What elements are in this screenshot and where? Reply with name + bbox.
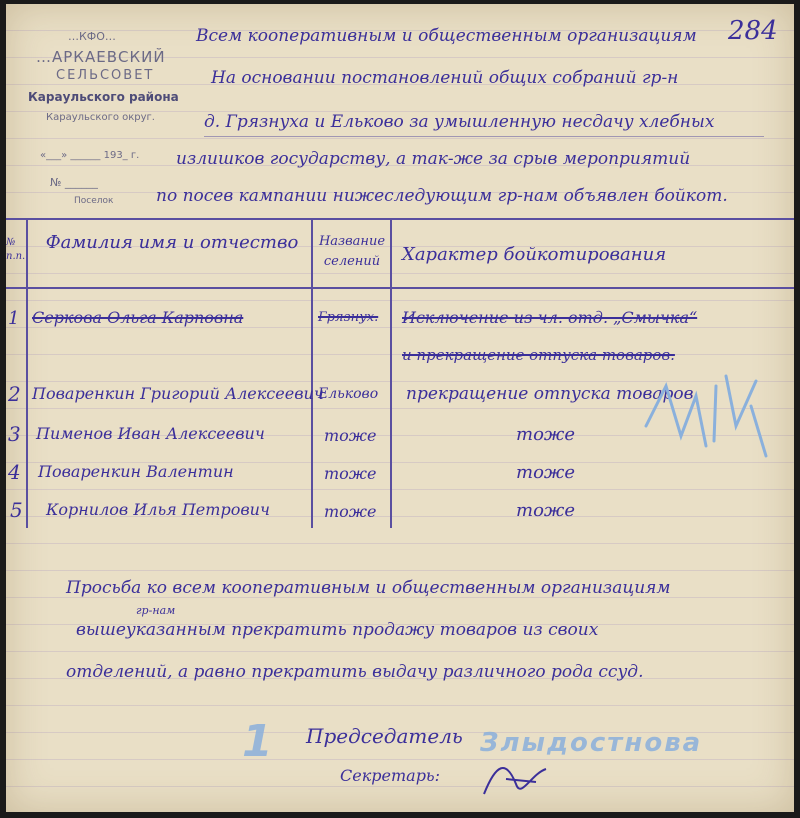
stamp-line-4: Караульского района [28,90,179,104]
row-5-village: тоже [324,502,377,521]
header-line-2: На основании постановлений общих собраний гр-н [211,68,679,88]
chair-label: Председатель [306,724,463,748]
row-5-character: тоже [516,500,576,521]
row-4-num: 4 [8,460,21,484]
row-2-character: прекращение отпуска товаров [406,384,694,404]
header-village: Название селений [318,234,386,269]
header-num: № п.п. [6,237,26,262]
row-1-village: Грязнух. [318,310,379,325]
row-3-name: Пименов Иван Алексеевич [36,424,265,443]
organization-stamp [28,30,179,206]
header-name: Фамилия имя и отчество [45,232,299,253]
stamp-number-line: № ______ [50,176,98,189]
stamp-place-line: Поселок [74,196,114,206]
row-1-num: 1 [8,308,20,329]
document-sheet [6,4,794,812]
row-2-name: Поваренкин Григорий Алексеевич [32,384,324,403]
stamp-line-5: Караульского округ. [46,112,155,123]
secretary-label: Секретарь: [340,766,441,785]
stamp-line-2: …АРКАЕВСКИЙ [36,48,166,66]
row-4-village: тоже [324,464,377,483]
row-3-num: 3 [8,422,21,446]
row-5-name: Корнилов Илья Петрович [46,500,270,519]
underline-3 [204,136,764,137]
row-4-name: Поваренкин Валентин [38,462,234,481]
header-line-4: излишков государству, а так-же за срыв мероприятий [176,149,691,169]
header-line-5: по посев кампании нижеследующим гр-нам объявлен бойкот. [156,186,728,206]
table-col-divider-2 [311,218,313,528]
row-2-village: Ельково [318,386,379,402]
chair-name-stamp: Злыдостнова [480,728,703,758]
table-col-divider-1 [26,218,28,528]
header-line-1: Всем кооперативным и общественным организациям [196,26,697,46]
request-line-2: вышеуказанным прекратить продажу товаров из своих [76,620,599,640]
row-1-character: Исключение из чл. отд. „Смычка“ [402,308,698,327]
request-above: гр-нам [136,604,176,617]
stamp-date-line: «___» ______ 193_ г. [40,150,140,161]
row-1-character-2: и прекращение отпуска товаров. [402,346,675,364]
archive-page-number: 284 [728,16,778,46]
row-3-character: тоже [516,424,576,445]
row-2-num: 2 [8,382,21,406]
blue-pencil-scribble [636,366,776,466]
table-header-border [6,287,794,289]
row-4-character: тоже [516,462,576,483]
row-5-num: 5 [10,498,23,522]
request-line-1: Просьба ко всем кооперативным и общественным организациям [66,578,671,598]
stamp-line-3: СЕЛЬСОВЕТ [56,68,155,83]
row-1-name: Серкова Ольга Карповна [32,308,244,327]
stamp-line-1: …КФО… [68,30,116,43]
table-col-divider-3 [390,218,392,528]
header-character: Характер бойкотирования [402,244,667,265]
row-3-village: тоже [324,426,377,445]
header-line-3: д. Грязнуха и Ельково за умышленную несдачу хлебных [204,112,715,132]
blue-mark-number: 1 [242,716,273,767]
secretary-signature [476,754,556,804]
table-top-border [6,218,794,220]
request-line-3: отделений, а равно прекратить выдачу различного рода ссуд. [66,662,644,682]
